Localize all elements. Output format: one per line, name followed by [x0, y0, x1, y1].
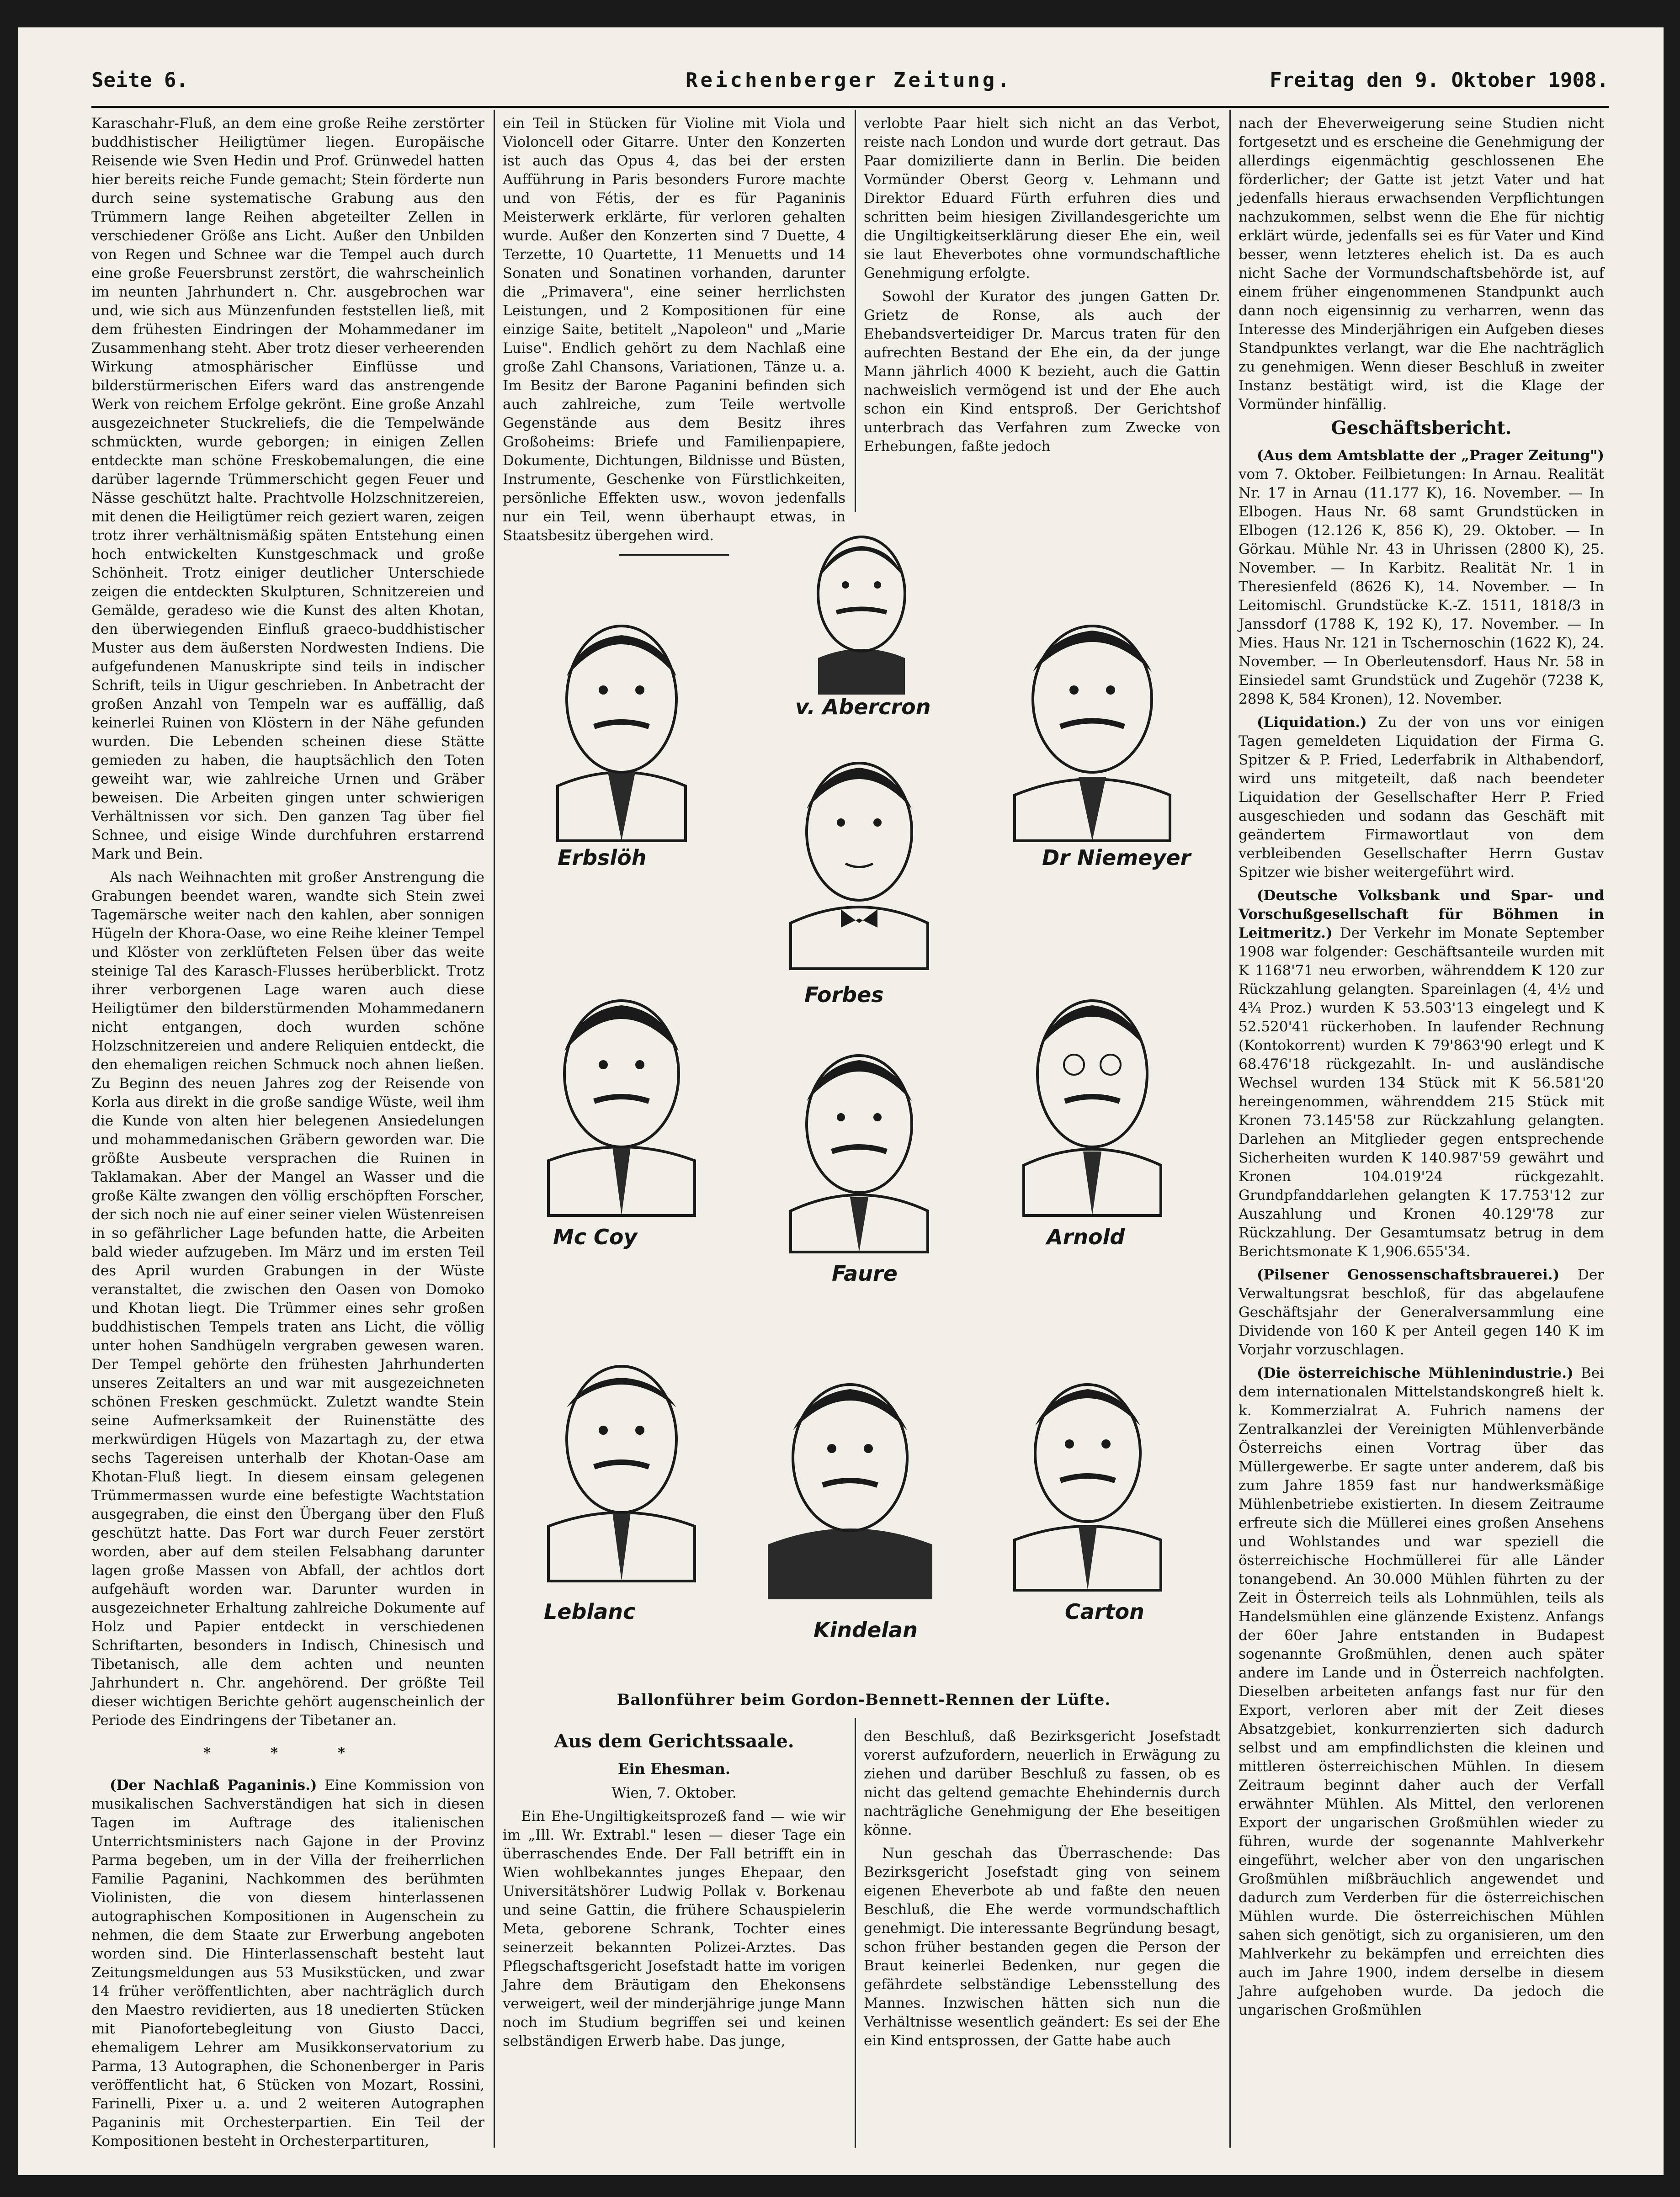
- portrait-label-mccoy: Mc Coy: [553, 1225, 638, 1249]
- balloonist-portrait-gallery: [503, 512, 1216, 1691]
- page-header: [91, 64, 1609, 101]
- portrait-label-abercron: v. Abercron: [795, 695, 931, 719]
- header-rule: [91, 106, 1609, 108]
- portrait-carton: [996, 1362, 1179, 1590]
- column-divider-1: [494, 110, 495, 2148]
- portrait-arnold: [1005, 978, 1179, 1215]
- article-paragraph: nach der Eheverweigerung seine Studien nicht fortgesetzt und es erscheine die Genehmigung der allerdings eigenmächtig geschlossenen Ehe förderlicher; der Gatte ist jetzt Vater und hat jedenfalls hieraus erwachsenden Verpflichtungen nachzukommen, selbst wenn die Ehe für nichtig erklärt würde, jedenfalls sei es für Vater und Kind besser, wenn letzteres ehelich ist. Da es auch nicht Sache der Vormundschaftsbehörde ist, auf einem früher eingenommenen Standpunkt auch dann noch eigensinnig zu verharren, wenn das Interesse des Minderjährigen ein Aufgeben dieses Standpunktes verlangt, war die Ehe nachträglich zu genehmigen. Wenn dieser Beschluß in zweiter Instanz bestätigt wird, ist die Klage der Vormünder hinfällig.: [1239, 115, 1604, 413]
- portrait-label-niemeyer: Dr Niemeyer: [1042, 845, 1191, 870]
- portrait-label-arnold: Arnold: [1047, 1225, 1125, 1249]
- item-text: Der Verkehr im Monate September 1908 war folgender: Geschäftsanteile wurden mit K 1168'71 neu erworben, währenddem K 120 zur Rückzahlung gelangten. Spareinlagen (4, 4½ und 4¾ Proz.) wurden K 53.503'13 eingelegt und K 52.520'41 rückerhoben. In laufender Rechnung (Kontokorrent) wurden K 79'863'90 erlegt und K 68.476'18 rückgezahlt. In- und ausländische Wechsel wurden 134 Stück mit K 56.581'20 hereingenommen, währenddem 215 Stück mit Kronen 73.145'58 zur Rückzahlung gelangten. Darlehen an Mitglieder gegen entsprechende Sicherheiten wurden K 140.987'59 gewährt und Kronen 104.019'24 rückgezahlt. Grundpfanddarlehen gelangten K 17.753'12 zur Auszahlung und Kronen 40.129'78 zur Rückzahlung. Der Gesamtumsatz betrug in dem Berichtsmonate K 1,906.655'34.: [1239, 925, 1605, 1260]
- item-text: vom 7. Oktober. Feilbietungen: In Arnau. Realität Nr. 17 in Arnau (11.177 K), 16. November. — In Elbogen. Haus Nr. 68 samt Grundstücken in Elbogen (12.126 K, 856 K), 29. Oktober. — In Görkau. Mühle Nr. 43 in Uhrissen (2800 K), 25. November. — In Karbitz. Realität Nr. 1 in Theresienfeld (8626 K), 14. November. — In Leitomischl. Grundstücke K.-Z. 1511, 1818/3 in Janssdorf (1788 K, 192 K), 17. November. — In Mies. Haus Nr. 121 in Tschernoschin (1622 K), 24. November. — In Oberleutensdorf. Haus Nr. 58 in Einsiedel samt Grundstück und Zugehör (7238 K, 2898 K, 584 Kronen), 12. November.: [1239, 466, 1604, 707]
- portrait-abercron: [786, 521, 937, 695]
- column-3-top: [864, 114, 1220, 498]
- item-text: Bei dem internationalen Mittelstandskongreß hielt k. k. Kommerzialrat A. Fuhrich namens der Zentralkanzlei der Vereinigten Mühlenverbände Österreichs einen Vortrag über das Müllergewerbe. Er sagte unter anderem, daß bis zum Jahre 1859 fast nur handwerksmäßige Mühlenbetriebe existierten. In diesem Zeitraume erfreute sich die Müllerei eines großen Ansehens und Wohlstandes und war speziell die österreichische Hochmüllerei für alle Länder tonangebend. An 30.000 Mühlen führten zu der Zeit in Österreich teils als Lohnmühlen, teils als Handelsmühlen eine glänzende Existenz. Anfangs der 60er Jahre entstanden in Budapest sogenannte Großmühlen, denen auch später andere im Lande und in Österreich nachfolgten. Dieselben arbeiteten anfangs fast nur für den Export, verloren aber mit der Zeit dieses Absatzgebiet, konkurrenzierten sich dadurch selbst und am empfindlichsten die kleinen und mittleren österreichischen Mühlen. In diesem Zeitraum beginnt daher auch der Verfall erwähnter Mühlen. Als Mittel, den verlorenen Export der ungarischen Großmühlen wieder zu führen, wurde der sogenannte Mahlverkehr eingeführt, welcher aber von den ungarischen Großmühlen mißbräuchlich angewendet und dadurch zum Verderben für die österreichischen Mühlen wurde. Die österreichischen Mühlen sahen sich genötigt, sich zu organisieren, um den Mahlverkehr zu bekämpfen und erreichten dies auch im Jahre 1900, indem derselbe in diesem Jahre aufgehoben wurde. Da jedoch die ungarischen Großmühlen: [1239, 1365, 1604, 2018]
- portrait-caption: Ballonführer beim Gordon-Bennett-Rennen der Lüfte.: [617, 1691, 1111, 1709]
- portrait-label-erbsloh: Erbslöh: [558, 845, 647, 870]
- portrait-label-carton: Carton: [1065, 1599, 1144, 1624]
- section-title: Aus dem Gerichtssaale.: [554, 1730, 794, 1752]
- article-paragraph: Eine Kommission von musikalischen Sachverständigen hat sich in diesen Tagen im Auftrage des italienischen Unterrichtsministers nach Gajone in der Provinz Parma begeben, um in der Villa der freiherrlichen Familie Paganini, Nachkommen des berühmten Violinisten, die von diesem hinterlassenen autographischen Kompositionen in Augenschein zu nehmen, die dem Staate zur Erwerbung angeboten worden sind. Die Hinterlassenschaft besteht laut Zeitungsmeldungen aus 53 Musikstücken, und zwar 14 früher veröffentlichten, aber nachträglich durch den Maestro revidierten, aus 18 unedierten Stücken mit Pianofortebegleitung von Giusto Dacci, ehemaligem Lehrer am Musikkonservatorium zu Parma, 13 Autographen, die Schonenberger in Paris veröffentlicht hat, 6 Stücken von Mozart, Rossini, Farinelli, Pixer u. a. und 2 weiteren Autographen Paganinis mit Orchesterpartien. Ein Teil der Kompositionen besteht in Orchesterpartituren,: [91, 1777, 485, 2149]
- portrait-label-leblanc: Leblanc: [544, 1599, 636, 1624]
- article-headline: (Der Nachlaß Paganinis.): [110, 1777, 317, 1794]
- court-article: [503, 1727, 845, 2148]
- article-paragraph: Als nach Weihnachten mit großer Anstrengung die Grabungen beendet waren, wandte sich Stein zwei Tagemärsche weiter nach den kahlen, aber sonnigen Hügeln der Khora-Oase, wo eine Reihe kleiner Tempel und Klöster von zerklüfteten Felsen über das weite steinige Tal des Karasch-Flusses herüberblickt. Trotz ihrer verborgenen Lage waren auch diese Heiligtümer den bilderstürmenden Mohammedanern nicht entgangen, doch wurden schöne Holzschnitzereien und andere Reliquien entdeckt, die den ehemaligen reichen Schmuck noch ahnen ließen. Zu Beginn des neuen Jahres zog der Reisende von Korla aus direkt in die große sandige Wüste, weil ihm die Kunde von alten hier belegenen Ansiedelungen und mohammedanischen Gräbern geworden war. Die größte Ausbeute versprachen die Ruinen in Taklamakan. Aber der Mangel an Wasser und die große Kälte zwangen den völlig erschöpften Forscher, der sich noch nie auf einer seiner vielen Wüstenreisen in so gefährlicher Lage befunden hatte, die Arbeiten bald wieder aufzugeben. Im März und im ersten Teil des April wurden Grabungen in der Wüste veranstaltet, die zwischen den Oasen von Domoko und Khotan liegt. Die Trümmer eines sehr großen buddhistischen Tempels traten ans Licht, die völlig unter hohen Sandhügeln vergraben gewesen waren. Der Tempel gehörte den frühesten Jahrhunderten unseres Zeitalters an und war mit ausgezeichneten schönen Fresken geschmückt. Zuletzt wandte Stein seine Aufmerksamkeit der Ruinenstätte des merkwürdigen Hügels von Mazartagh zu, der etwa sechs Tagereisen unterhalb der Khotan-Oase am Khotan-Fluß liegt. In diesem einsam gelegenen Trümmermassen wurde eine befestigte Wachtstation ausgegraben, die einst den Übergang über den Fluß geschützt hatte. Das Fort war durch Feuer zerstört worden, aber auf dem steilen Felsabhang darunter lagen große Massen von Abfall, der achtlos dort aufgehäuft worden war. Darunter wurden in ausgezeichneter Erhaltung zahlreiche Dokumente auf Holz und Papier entdeckt in verschiedenen Schriftarten, besonders in Indisch, Chinesisch und Tibetanisch, alle dem achten und neunten Jahrhundert n. Chr. angehörend. Der größte Teil dieser wichtigen Berichte gehört augenscheinlich der Periode des Eindringens der Tibetaner an.: [91, 869, 484, 1729]
- item-text: Zu der von uns vor einigen Tagen gemeldeten Liquidation der Firma G. Spitzer & P. Fried, Lederfabrik in Althabendorf, wird uns mitgeteilt, daß nach beendeter Liquidation der Gesellschafter Herr P. Fried ausgeschieden und sodann das Geschäft mit geändertem Firmawortlaut von dem verbleibenden Gesellschafter Herrn Gustav Spitzer wie bisher weitergeführt wird.: [1239, 714, 1604, 881]
- section-title: Geschäftsbericht.: [1331, 417, 1512, 439]
- portrait-label-kindelan: Kindelan: [813, 1618, 918, 1642]
- article-paragraph: Nun geschah das Überraschende: Das Bezirksgericht Josefstadt ging von seinem eigenen Eheverbote ab und faßte den neuen Beschluß, die Ehe werde vormundschaftlich genehmigt. Die interessante Begründung besagt, schon früher bestanden gegen die Person der Braut keinerlei Bedenken, nur gegen die gefährdete selbständige Lebensstellung des Mannes. Inzwischen hätten sich nun die Verhältnisse wesentlich geändert: Es sei der Ehe ein Kind entsprossen, der Gatte habe auch: [864, 1845, 1220, 2049]
- portrait-mccoy: [530, 978, 713, 1215]
- item-headline: (Aus dem Amtsblatte der „Prager Zeitung"): [1257, 447, 1604, 464]
- page-number: Seite 6.: [91, 69, 188, 92]
- court-article-continued: [864, 1727, 1220, 2148]
- article-dateline: Wien, 7. Oktober.: [611, 1785, 737, 1801]
- item-text: Der Verwaltungsrat beschloß, für das abgelaufene Geschäftsjahr der Generalversammlung eine Dividende von 160 K per Anteil gegen 140 K im Vorjahr vorzuschlagen.: [1239, 1267, 1604, 1358]
- issue-date: Freitag den 9. Oktober 1908.: [1270, 69, 1609, 92]
- item-headline: (Liquidation.): [1257, 714, 1367, 731]
- item-headline: (Die österreichische Mühlenindustrie.): [1257, 1365, 1574, 1381]
- portrait-faure: [772, 1033, 946, 1252]
- portrait-label-faure: Faure: [832, 1261, 898, 1286]
- column-2-top: [503, 114, 845, 544]
- column-divider-2-top: [855, 110, 856, 512]
- column-4: [1239, 114, 1604, 2148]
- newspaper-title: Reichenberger Zeitung.: [686, 69, 1012, 92]
- newspaper-page: [18, 27, 1664, 2175]
- portrait-leblanc: [530, 1343, 713, 1581]
- portrait-label-forbes: Forbes: [804, 982, 884, 1007]
- article-paragraph: verlobte Paar hielt sich nicht an das Verbot, reiste nach London und wurde dort getraut. Das Paar domizilierte dann in Berlin. Die beiden Vormünder Oberst Georg v. Lehmann und Direktor Eduard Fürth erfuhren dies und schritten beim hiesigen Zivillandesgerichte um die Ungiltigkeitserklärung dieser Ehe ein, weil sie laut Eheverbotes ohne vormundschaftliche Genehmigung erfolgte.: [864, 115, 1220, 281]
- article-subtitle: Ein Ehesman.: [618, 1760, 730, 1778]
- section-separator: * * *: [203, 1745, 373, 1761]
- article-paragraph: Ein Ehe-Ungiltigkeitsprozeß fand — wie wir im „Ill. Wr. Extrabl." lesen — dieser Tage ein überraschendes Ende. Der Fall betrifft ein in Wien wohlbekanntes junges Ehepaar, den Universitätshörer Ludwig Pollak v. Borkenau und seine Gattin, die frühere Schauspielerin Meta, geborene Schrank, Tochter eines seinerzeit bekannten Polizei-Arztes. Das Pflegschaftsgericht Josefstadt hatte im vorigen Jahre dem Bräutigam den Ehekonsens verweigert, weil der minderjährige junge Mann noch im Studium begriffen sei und keinen selbständigen Erwerb habe. Das junge,: [503, 1808, 845, 2049]
- article-paragraph: Sowohl der Kurator des jungen Gatten Dr. Grietz de Ronse, als auch der Ehebandsverteidiger Dr. Marcus traten für den aufrechten Bestand der Ehe ein, da der junge Mann jährlich 4000 K bezieht, auch die Gattin nachweislich vermögend ist und der Ehe auch schon ein Kind entsproß. Der Gerichtshof unterbrach das Verfahren zum Zwecke von Erhebungen, faßte jedoch: [864, 288, 1220, 455]
- portrait-erbsloh: [530, 603, 713, 841]
- column-divider-2-bottom: [855, 1718, 856, 2148]
- portrait-forbes: [772, 740, 946, 969]
- article-paragraph: ein Teil in Stücken für Violine mit Viola und Violoncell oder Gitarre. Unter den Konzerten ist auch das Opus 4, das bei der ersten Aufführung in Paris besonders Furore machte und von Fétis, der es für Paganinis Meisterwerk erklärte, für verloren gehalten wurde. Außer den Konzerten sind 7 Duette, 4 Terzette, 10 Quartette, 11 Menuetts und 14 Sonaten und Sonatinen vorhanden, darunter die „Primavera", eine seiner herrlichsten Leistungen, und 2 Kompositionen für eine einzige Saite, betitelt „Napoleon" und „Marie Luise". Endlich gehört zu dem Nachlaß eine große Zahl Chansons, Variationen, Tänze u. a. Im Besitz der Barone Paganini befinden sich auch zahlreiche, zum Teile wertvolle Gegenstände aus dem Besitz ihres Großoheims: Briefe und Familienpapiere, Dokumente, Dichtungen, Bildnisse und Büsten, Instrumente, Geschenke von Fürstlichkeiten, persönliche Effekten usw., wovon jedenfalls nur ein Teil, wenn überhaupt etwas, in Staatsbesitz übergehen wird.: [503, 115, 845, 544]
- column-divider-3: [1229, 110, 1231, 2148]
- portrait-niemeyer: [996, 603, 1188, 841]
- portrait-kindelan: [750, 1362, 951, 1599]
- article-paragraph: den Beschluß, daß Bezirksgericht Josefstadt vorerst aufzufordern, neuerlich in Erwägung zu ziehen und darüber Beschluß zu fassen, ob es nicht das geltend gemachte Ehehindernis durch nachträgliche Genehmigung der Ehe beseitigen könne.: [864, 1728, 1220, 1838]
- article-paragraph: Karaschahr-Fluß, an dem eine große Reihe zerstörter buddhistischer Heiligtümer liegen. Europäische Reisende wie Sven Hedin und Prof. Grünwedel hatten hier bereits reiche Funde gemacht; Stein förderte nun durch seine systematische Grabung aus den Trümmern lange Reihen abgeteilter Zellen in verschiedener Größe ans Licht. Außer den Unbilden von Regen und Schnee war die Tempel auch durch eine große Feuersbrunst zerstört, die wahrscheinlich im neunten Jahrhundert n. Chr. ausgebrochen war und, wie sich aus Münzenfunden feststellen ließ, mit dem frühesten Eindringen der Mohammedaner im Zusammenhang steht. Aber trotz dieser verheerenden Wirkung atmosphärischer Einflüsse und bilderstürmerischen Eifers ward das anstrengende Werk von reichem Erfolge gekrönt. Eine große Anzahl ausgezeichneter Stuckreliefs, die die Tempelwände schmückten, wurde geborgen; in einigen Zellen entdeckte man schöne Freskobemalungen, die eine darüber lagernde Trümmerschicht gegen Feuer und Nässe geschützt halte. Prachtvolle Holzschnitzereien, mit denen die Heiligtümer reich geziert waren, zeigen trotz ihrer verhältnismäßig späten Entstehung einen hoch entwickelten Kunstgeschmack und große Schönheit. Trotz einiger deutlicher Unterschiede zeigen die entdeckten Skulpturen, Schnitzereien und Gemälde, geradeso wie die Kunst des alten Khotan, den überwiegenden Einfluß graeco-buddhistischer Muster aus dem äußersten Nordwesten Indiens. Die aufgefundenen Manuskripte sind teils in indischer Schrift, teils in Uigur geschrieben. In Anbetracht der großen Anzahl von Tempeln war es auffällig, daß keinerlei Ruinen von Klöstern in der Nähe gefunden wurden. Die Lebenden scheinen diese Stätte gemieden zu haben, die hauptsächlich den Toten geweiht war, wie zahlreiche Urnen und Gräber beweisen. Die Arbeiten gingen unter schwierigen Verhältnissen vor sich. Den ganzen Tag über fiel Schnee, und eisige Winde durchfuhren erstarrend Mark und Bein.: [91, 115, 484, 862]
- item-headline: (Pilsener Genossenschaftsbrauerei.): [1257, 1267, 1560, 1283]
- item-headline: (Deutsche Volksbank und Spar- und Vorschußgesellschaft für Böhmen in Leitmeritz.): [1239, 887, 1604, 941]
- column-1: [91, 114, 484, 2148]
